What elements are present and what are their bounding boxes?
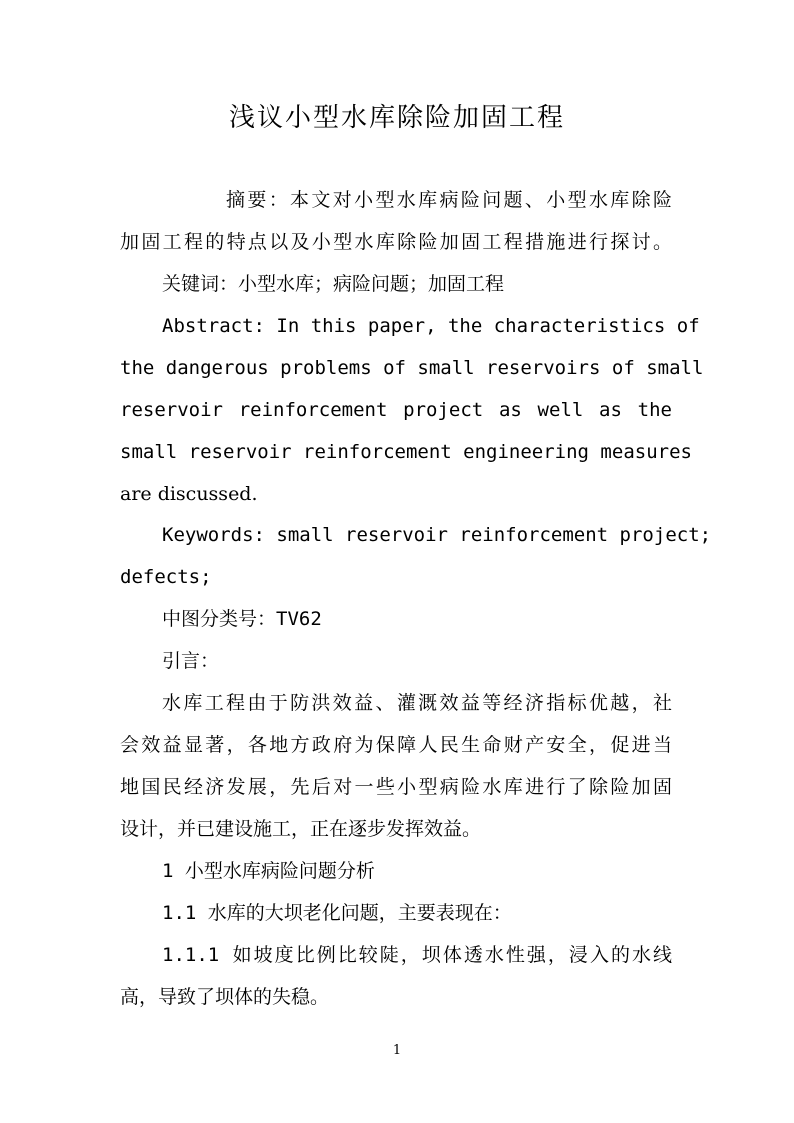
abstract-en-line-2: the dangerous problems of small reservoirs of small	[120, 357, 704, 379]
intro-line-1: 水库工程由于防洪效益、灌溉效益等经济指标优越，社	[162, 692, 672, 714]
abstract-en-line-5: are discussed.	[120, 483, 258, 505]
abstract-cn-line-2: 加固工程的特点以及小型水库除险加固工程措施进行探讨。	[120, 231, 672, 253]
keywords-en-line-2: defects;	[120, 566, 212, 588]
classification-number: 中图分类号：TV62	[162, 608, 322, 630]
intro-line-2: 会效益显著，各地方政府为保障人民生命财产安全，促进当	[120, 734, 672, 756]
abstract-en-line-3: reservoir reinforcement project as well as the	[120, 399, 672, 421]
section-1-1-heading: 1.1 水库的大坝老化问题，主要表现在：	[162, 902, 512, 924]
keywords-en-line-1: Keywords: small reservoir reinforcement project;	[162, 524, 712, 546]
section-1-1-1-line-2: 高，导致了坝体的失稳。	[120, 986, 330, 1008]
abstract-en-line-1: Abstract: In this paper, the characteristics of	[162, 315, 700, 337]
document-title: 浅议小型水库除险加固工程	[228, 103, 565, 133]
keywords-cn: 关键词：小型水库；病险问题；加固工程	[162, 273, 505, 295]
page-number: 1	[392, 1043, 402, 1058]
abstract-en-line-4: small reservoir reinforcement engineering measures	[120, 441, 692, 463]
intro-line-4: 设计，并已建设施工，正在逐步发挥效益。	[120, 818, 482, 840]
section-1-heading: 1 小型水库病险问题分析	[162, 860, 375, 882]
intro-heading: 引言：	[162, 650, 220, 672]
intro-line-3: 地国民经济发展，先后对一些小型病险水库进行了除险加固	[120, 776, 672, 798]
section-1-1-1-line-1: 1.1.1 如坡度比例比较陡，坝体透水性强，浸入的水线	[162, 944, 672, 966]
abstract-cn-line-1: 摘要：本文对小型水库病险问题、小型水库除险	[226, 189, 672, 211]
